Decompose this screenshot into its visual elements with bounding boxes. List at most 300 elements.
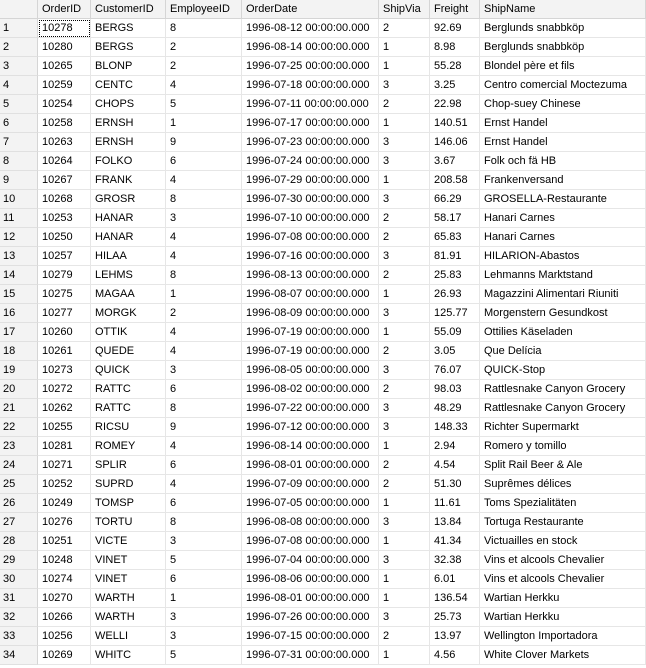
- table-row[interactable]: [0, 228, 646, 247]
- orderid-cell[interactable]: 10257: [38, 247, 91, 266]
- freight-cell[interactable]: 66.29: [430, 190, 480, 209]
- shipvia-cell[interactable]: 3: [379, 304, 430, 323]
- shipname-cell[interactable]: Vins et alcools Chevalier: [480, 551, 646, 570]
- orderid-cell[interactable]: 10264: [38, 152, 91, 171]
- shipname-cell[interactable]: Berglunds snabbköp: [480, 38, 646, 57]
- shipvia-cell[interactable]: 1: [379, 57, 430, 76]
- row-number[interactable]: 11: [0, 209, 38, 228]
- shipname-cell[interactable]: Suprêmes délices: [480, 475, 646, 494]
- table-row[interactable]: [0, 494, 646, 513]
- freight-cell[interactable]: 4.54: [430, 456, 480, 475]
- shipvia-cell[interactable]: 1: [379, 285, 430, 304]
- employeeid-cell[interactable]: 3: [166, 608, 242, 627]
- orderid-cell[interactable]: 10275: [38, 285, 91, 304]
- orderid-cell[interactable]: 10281: [38, 437, 91, 456]
- orderdate-cell[interactable]: 1996-07-26 00:00:00.000: [242, 608, 379, 627]
- shipvia-cell[interactable]: 1: [379, 589, 430, 608]
- table-row[interactable]: [0, 608, 646, 627]
- employeeid-cell[interactable]: 4: [166, 437, 242, 456]
- orderid-cell[interactable]: 10259: [38, 76, 91, 95]
- freight-cell[interactable]: 26.93: [430, 285, 480, 304]
- table-row[interactable]: [0, 399, 646, 418]
- row-number[interactable]: 6: [0, 114, 38, 133]
- employeeid-cell[interactable]: 2: [166, 57, 242, 76]
- customerid-cell[interactable]: CHOPS: [91, 95, 166, 114]
- column-header-orderid[interactable]: OrderID: [38, 0, 91, 19]
- shipvia-cell[interactable]: 2: [379, 228, 430, 247]
- row-number[interactable]: 15: [0, 285, 38, 304]
- employeeid-cell[interactable]: 4: [166, 171, 242, 190]
- employeeid-cell[interactable]: 8: [166, 266, 242, 285]
- employeeid-cell[interactable]: 3: [166, 361, 242, 380]
- shipvia-cell[interactable]: 3: [379, 513, 430, 532]
- shipname-cell[interactable]: Romero y tomillo: [480, 437, 646, 456]
- employeeid-cell[interactable]: 2: [166, 38, 242, 57]
- shipvia-cell[interactable]: 1: [379, 646, 430, 665]
- table-row[interactable]: [0, 475, 646, 494]
- orderid-cell[interactable]: 10254: [38, 95, 91, 114]
- customerid-cell[interactable]: SUPRD: [91, 475, 166, 494]
- customerid-cell[interactable]: LEHMS: [91, 266, 166, 285]
- customerid-cell[interactable]: TORTU: [91, 513, 166, 532]
- orderdate-cell[interactable]: 1996-08-06 00:00:00.000: [242, 570, 379, 589]
- customerid-cell[interactable]: RATTC: [91, 380, 166, 399]
- column-header-orderdate[interactable]: OrderDate: [242, 0, 379, 19]
- orderdate-cell[interactable]: 1996-08-05 00:00:00.000: [242, 361, 379, 380]
- customerid-cell[interactable]: QUEDE: [91, 342, 166, 361]
- orderid-cell[interactable]: 10258: [38, 114, 91, 133]
- employeeid-cell[interactable]: 3: [166, 209, 242, 228]
- orderid-cell[interactable]: 10256: [38, 627, 91, 646]
- shipvia-cell[interactable]: 1: [379, 494, 430, 513]
- shipvia-cell[interactable]: 2: [379, 19, 430, 38]
- orderid-cell[interactable]: 10252: [38, 475, 91, 494]
- row-number[interactable]: 19: [0, 361, 38, 380]
- shipname-cell[interactable]: Frankenversand: [480, 171, 646, 190]
- table-row[interactable]: [0, 209, 646, 228]
- column-header-shipvia[interactable]: ShipVia: [379, 0, 430, 19]
- orderdate-cell[interactable]: 1996-07-29 00:00:00.000: [242, 171, 379, 190]
- customerid-cell[interactable]: WELLI: [91, 627, 166, 646]
- freight-cell[interactable]: 98.03: [430, 380, 480, 399]
- row-number[interactable]: 20: [0, 380, 38, 399]
- customerid-cell[interactable]: BERGS: [91, 38, 166, 57]
- shipvia-cell[interactable]: 3: [379, 361, 430, 380]
- shipname-cell[interactable]: Tortuga Restaurante: [480, 513, 646, 532]
- employeeid-cell[interactable]: 1: [166, 589, 242, 608]
- customerid-cell[interactable]: ERNSH: [91, 133, 166, 152]
- row-number[interactable]: 17: [0, 323, 38, 342]
- employeeid-cell[interactable]: 5: [166, 551, 242, 570]
- orderdate-cell[interactable]: 1996-07-30 00:00:00.000: [242, 190, 379, 209]
- column-header-customerid[interactable]: CustomerID: [91, 0, 166, 19]
- table-row[interactable]: [0, 437, 646, 456]
- table-row[interactable]: [0, 247, 646, 266]
- shipname-cell[interactable]: Magazzini Alimentari Riuniti: [480, 285, 646, 304]
- row-number[interactable]: 28: [0, 532, 38, 551]
- shipname-cell[interactable]: Blondel père et fils: [480, 57, 646, 76]
- employeeid-cell[interactable]: 6: [166, 380, 242, 399]
- employeeid-cell[interactable]: 3: [166, 627, 242, 646]
- employeeid-cell[interactable]: 6: [166, 456, 242, 475]
- table-row[interactable]: [0, 456, 646, 475]
- freight-cell[interactable]: 65.83: [430, 228, 480, 247]
- customerid-cell[interactable]: SPLIR: [91, 456, 166, 475]
- shipvia-cell[interactable]: 2: [379, 627, 430, 646]
- freight-cell[interactable]: 48.29: [430, 399, 480, 418]
- table-row[interactable]: [0, 304, 646, 323]
- freight-cell[interactable]: 25.73: [430, 608, 480, 627]
- customerid-cell[interactable]: HANAR: [91, 228, 166, 247]
- customerid-cell[interactable]: WARTH: [91, 608, 166, 627]
- customerid-cell[interactable]: QUICK: [91, 361, 166, 380]
- shipname-cell[interactable]: Berglunds snabbköp: [480, 19, 646, 38]
- customerid-cell[interactable]: MAGAA: [91, 285, 166, 304]
- shipname-cell[interactable]: QUICK-Stop: [480, 361, 646, 380]
- row-number[interactable]: 5: [0, 95, 38, 114]
- freight-cell[interactable]: 3.25: [430, 76, 480, 95]
- orderdate-cell[interactable]: 1996-07-19 00:00:00.000: [242, 323, 379, 342]
- orderid-cell[interactable]: 10249: [38, 494, 91, 513]
- shipname-cell[interactable]: Rattlesnake Canyon Grocery: [480, 399, 646, 418]
- customerid-cell[interactable]: TOMSP: [91, 494, 166, 513]
- shipvia-cell[interactable]: 3: [379, 608, 430, 627]
- orderid-cell[interactable]: 10276: [38, 513, 91, 532]
- orderdate-cell[interactable]: 1996-07-19 00:00:00.000: [242, 342, 379, 361]
- table-row[interactable]: [0, 95, 646, 114]
- orderid-cell[interactable]: 10268: [38, 190, 91, 209]
- orderdate-cell[interactable]: 1996-07-24 00:00:00.000: [242, 152, 379, 171]
- customerid-cell[interactable]: VICTE: [91, 532, 166, 551]
- orderid-cell[interactable]: 10274: [38, 570, 91, 589]
- table-row[interactable]: [0, 361, 646, 380]
- table-row[interactable]: [0, 152, 646, 171]
- shipname-cell[interactable]: Wartian Herkku: [480, 608, 646, 627]
- orderdate-cell[interactable]: 1996-07-25 00:00:00.000: [242, 57, 379, 76]
- freight-cell[interactable]: 148.33: [430, 418, 480, 437]
- freight-cell[interactable]: 22.98: [430, 95, 480, 114]
- row-number[interactable]: 2: [0, 38, 38, 57]
- orderid-cell[interactable]: 10277: [38, 304, 91, 323]
- freight-cell[interactable]: 13.97: [430, 627, 480, 646]
- orderdate-cell[interactable]: 1996-07-08 00:00:00.000: [242, 532, 379, 551]
- orderdate-cell[interactable]: 1996-08-13 00:00:00.000: [242, 266, 379, 285]
- table-row[interactable]: [0, 57, 646, 76]
- customerid-cell[interactable]: VINET: [91, 570, 166, 589]
- freight-cell[interactable]: 13.84: [430, 513, 480, 532]
- shipname-cell[interactable]: Ernst Handel: [480, 133, 646, 152]
- row-number[interactable]: 12: [0, 228, 38, 247]
- orderid-cell[interactable]: 10260: [38, 323, 91, 342]
- orderdate-cell[interactable]: 1996-08-07 00:00:00.000: [242, 285, 379, 304]
- shipname-cell[interactable]: Ottilies Käseladen: [480, 323, 646, 342]
- freight-cell[interactable]: 81.91: [430, 247, 480, 266]
- orderid-cell[interactable]: 10250: [38, 228, 91, 247]
- shipvia-cell[interactable]: 1: [379, 114, 430, 133]
- shipvia-cell[interactable]: 3: [379, 190, 430, 209]
- employeeid-cell[interactable]: 3: [166, 532, 242, 551]
- orderdate-cell[interactable]: 1996-07-10 00:00:00.000: [242, 209, 379, 228]
- column-header-freight[interactable]: Freight: [430, 0, 480, 19]
- orderdate-cell[interactable]: 1996-08-12 00:00:00.000: [242, 19, 379, 38]
- freight-cell[interactable]: 2.94: [430, 437, 480, 456]
- row-number[interactable]: 21: [0, 399, 38, 418]
- orderdate-cell[interactable]: 1996-07-04 00:00:00.000: [242, 551, 379, 570]
- shipname-cell[interactable]: Wellington Importadora: [480, 627, 646, 646]
- shipvia-cell[interactable]: 3: [379, 551, 430, 570]
- customerid-cell[interactable]: ROMEY: [91, 437, 166, 456]
- shipvia-cell[interactable]: 3: [379, 247, 430, 266]
- freight-cell[interactable]: 6.01: [430, 570, 480, 589]
- table-row[interactable]: [0, 266, 646, 285]
- row-number[interactable]: 24: [0, 456, 38, 475]
- orderdate-cell[interactable]: 1996-07-16 00:00:00.000: [242, 247, 379, 266]
- row-number[interactable]: 14: [0, 266, 38, 285]
- orderdate-cell[interactable]: 1996-08-08 00:00:00.000: [242, 513, 379, 532]
- shipvia-cell[interactable]: 3: [379, 418, 430, 437]
- freight-cell[interactable]: 8.98: [430, 38, 480, 57]
- employeeid-cell[interactable]: 8: [166, 19, 242, 38]
- orderid-cell[interactable]: 10271: [38, 456, 91, 475]
- employeeid-cell[interactable]: 4: [166, 342, 242, 361]
- shipname-cell[interactable]: Que Delícia: [480, 342, 646, 361]
- orderid-cell[interactable]: 10273: [38, 361, 91, 380]
- orderdate-cell[interactable]: 1996-07-31 00:00:00.000: [242, 646, 379, 665]
- customerid-cell[interactable]: GROSR: [91, 190, 166, 209]
- orderid-cell[interactable]: 10280: [38, 38, 91, 57]
- orderdate-cell[interactable]: 1996-08-02 00:00:00.000: [242, 380, 379, 399]
- customerid-cell[interactable]: RICSU: [91, 418, 166, 437]
- table-row[interactable]: [0, 114, 646, 133]
- customerid-cell[interactable]: VINET: [91, 551, 166, 570]
- employeeid-cell[interactable]: 4: [166, 323, 242, 342]
- employeeid-cell[interactable]: 9: [166, 418, 242, 437]
- table-row[interactable]: [0, 38, 646, 57]
- orderid-cell[interactable]: 10253: [38, 209, 91, 228]
- shipname-cell[interactable]: Lehmanns Marktstand: [480, 266, 646, 285]
- shipvia-cell[interactable]: 2: [379, 266, 430, 285]
- orderdate-cell[interactable]: 1996-07-11 00:00:00.000: [242, 95, 379, 114]
- column-header-shipname[interactable]: ShipName: [480, 0, 646, 19]
- shipvia-cell[interactable]: 2: [379, 209, 430, 228]
- employeeid-cell[interactable]: 4: [166, 475, 242, 494]
- shipname-cell[interactable]: Richter Supermarkt: [480, 418, 646, 437]
- shipname-cell[interactable]: Morgenstern Gesundkost: [480, 304, 646, 323]
- employeeid-cell[interactable]: 1: [166, 114, 242, 133]
- freight-cell[interactable]: 25.83: [430, 266, 480, 285]
- table-row[interactable]: [0, 190, 646, 209]
- customerid-cell[interactable]: HANAR: [91, 209, 166, 228]
- shipvia-cell[interactable]: 3: [379, 399, 430, 418]
- shipname-cell[interactable]: GROSELLA-Restaurante: [480, 190, 646, 209]
- employeeid-cell[interactable]: 4: [166, 247, 242, 266]
- row-number[interactable]: 9: [0, 171, 38, 190]
- row-number[interactable]: 16: [0, 304, 38, 323]
- orderid-cell[interactable]: 10267: [38, 171, 91, 190]
- shipvia-cell[interactable]: 1: [379, 532, 430, 551]
- customerid-cell[interactable]: BLONP: [91, 57, 166, 76]
- shipname-cell[interactable]: Wartian Herkku: [480, 589, 646, 608]
- shipvia-cell[interactable]: 3: [379, 133, 430, 152]
- shipvia-cell[interactable]: 2: [379, 342, 430, 361]
- grid-corner[interactable]: [0, 0, 38, 19]
- orderdate-cell[interactable]: 1996-07-05 00:00:00.000: [242, 494, 379, 513]
- freight-cell[interactable]: 32.38: [430, 551, 480, 570]
- table-row[interactable]: [0, 513, 646, 532]
- row-number[interactable]: 29: [0, 551, 38, 570]
- shipvia-cell[interactable]: 1: [379, 171, 430, 190]
- shipname-cell[interactable]: Victuailles en stock: [480, 532, 646, 551]
- shipname-cell[interactable]: HILARION-Abastos: [480, 247, 646, 266]
- row-number[interactable]: 26: [0, 494, 38, 513]
- freight-cell[interactable]: 41.34: [430, 532, 480, 551]
- freight-cell[interactable]: 76.07: [430, 361, 480, 380]
- orderdate-cell[interactable]: 1996-08-01 00:00:00.000: [242, 589, 379, 608]
- employeeid-cell[interactable]: 4: [166, 76, 242, 95]
- freight-cell[interactable]: 11.61: [430, 494, 480, 513]
- orderid-cell[interactable]: 10261: [38, 342, 91, 361]
- customerid-cell[interactable]: FRANK: [91, 171, 166, 190]
- customerid-cell[interactable]: RATTC: [91, 399, 166, 418]
- table-row[interactable]: [0, 570, 646, 589]
- shipname-cell[interactable]: Centro comercial Moctezuma: [480, 76, 646, 95]
- orderid-cell[interactable]: 10263: [38, 133, 91, 152]
- table-row[interactable]: [0, 342, 646, 361]
- table-row[interactable]: [0, 19, 646, 38]
- freight-cell[interactable]: 140.51: [430, 114, 480, 133]
- shipvia-cell[interactable]: 2: [379, 475, 430, 494]
- shipname-cell[interactable]: Rattlesnake Canyon Grocery: [480, 380, 646, 399]
- employeeid-cell[interactable]: 6: [166, 152, 242, 171]
- orderid-cell[interactable]: 10262: [38, 399, 91, 418]
- employeeid-cell[interactable]: 5: [166, 646, 242, 665]
- row-number[interactable]: 22: [0, 418, 38, 437]
- shipname-cell[interactable]: Hanari Carnes: [480, 228, 646, 247]
- shipvia-cell[interactable]: 2: [379, 95, 430, 114]
- employeeid-cell[interactable]: 5: [166, 95, 242, 114]
- shipname-cell[interactable]: White Clover Markets: [480, 646, 646, 665]
- freight-cell[interactable]: 58.17: [430, 209, 480, 228]
- freight-cell[interactable]: 55.28: [430, 57, 480, 76]
- orderid-cell[interactable]: 10278: [38, 19, 91, 38]
- shipname-cell[interactable]: Chop-suey Chinese: [480, 95, 646, 114]
- customerid-cell[interactable]: CENTC: [91, 76, 166, 95]
- row-number[interactable]: 18: [0, 342, 38, 361]
- row-number[interactable]: 33: [0, 627, 38, 646]
- orderdate-cell[interactable]: 1996-08-01 00:00:00.000: [242, 456, 379, 475]
- freight-cell[interactable]: 92.69: [430, 19, 480, 38]
- orderid-cell[interactable]: 10248: [38, 551, 91, 570]
- employeeid-cell[interactable]: 8: [166, 190, 242, 209]
- freight-cell[interactable]: 3.67: [430, 152, 480, 171]
- table-row[interactable]: [0, 589, 646, 608]
- row-number[interactable]: 23: [0, 437, 38, 456]
- table-row[interactable]: [0, 418, 646, 437]
- shipname-cell[interactable]: Ernst Handel: [480, 114, 646, 133]
- shipname-cell[interactable]: Hanari Carnes: [480, 209, 646, 228]
- customerid-cell[interactable]: OTTIK: [91, 323, 166, 342]
- table-row[interactable]: [0, 285, 646, 304]
- freight-cell[interactable]: 136.54: [430, 589, 480, 608]
- shipvia-cell[interactable]: 1: [379, 323, 430, 342]
- row-number[interactable]: 4: [0, 76, 38, 95]
- customerid-cell[interactable]: WHITC: [91, 646, 166, 665]
- row-number[interactable]: 7: [0, 133, 38, 152]
- freight-cell[interactable]: 51.30: [430, 475, 480, 494]
- row-number[interactable]: 3: [0, 57, 38, 76]
- orderid-cell[interactable]: 10266: [38, 608, 91, 627]
- orderdate-cell[interactable]: 1996-08-09 00:00:00.000: [242, 304, 379, 323]
- shipvia-cell[interactable]: 1: [379, 437, 430, 456]
- freight-cell[interactable]: 208.58: [430, 171, 480, 190]
- customerid-cell[interactable]: WARTH: [91, 589, 166, 608]
- orderid-cell[interactable]: 10269: [38, 646, 91, 665]
- shipvia-cell[interactable]: 3: [379, 76, 430, 95]
- orderid-cell[interactable]: 10279: [38, 266, 91, 285]
- column-header-employeeid[interactable]: EmployeeID: [166, 0, 242, 19]
- customerid-cell[interactable]: FOLKO: [91, 152, 166, 171]
- employeeid-cell[interactable]: 2: [166, 304, 242, 323]
- employeeid-cell[interactable]: 9: [166, 133, 242, 152]
- shipvia-cell[interactable]: 2: [379, 380, 430, 399]
- table-row[interactable]: [0, 323, 646, 342]
- freight-cell[interactable]: 125.77: [430, 304, 480, 323]
- row-number[interactable]: 30: [0, 570, 38, 589]
- orderdate-cell[interactable]: 1996-08-14 00:00:00.000: [242, 38, 379, 57]
- freight-cell[interactable]: 4.56: [430, 646, 480, 665]
- employeeid-cell[interactable]: 4: [166, 228, 242, 247]
- customerid-cell[interactable]: BERGS: [91, 19, 166, 38]
- shipname-cell[interactable]: Folk och fä HB: [480, 152, 646, 171]
- row-number[interactable]: 31: [0, 589, 38, 608]
- orderdate-cell[interactable]: 1996-07-15 00:00:00.000: [242, 627, 379, 646]
- row-number[interactable]: 10: [0, 190, 38, 209]
- table-row[interactable]: [0, 646, 646, 665]
- customerid-cell[interactable]: ERNSH: [91, 114, 166, 133]
- employeeid-cell[interactable]: 8: [166, 513, 242, 532]
- row-number[interactable]: 27: [0, 513, 38, 532]
- orderdate-cell[interactable]: 1996-07-08 00:00:00.000: [242, 228, 379, 247]
- table-row[interactable]: [0, 133, 646, 152]
- table-row[interactable]: [0, 76, 646, 95]
- orderid-cell[interactable]: 10265: [38, 57, 91, 76]
- orderdate-cell[interactable]: 1996-07-12 00:00:00.000: [242, 418, 379, 437]
- freight-cell[interactable]: 146.06: [430, 133, 480, 152]
- employeeid-cell[interactable]: 6: [166, 494, 242, 513]
- employeeid-cell[interactable]: 6: [166, 570, 242, 589]
- orderid-cell[interactable]: 10255: [38, 418, 91, 437]
- row-number[interactable]: 34: [0, 646, 38, 665]
- orderdate-cell[interactable]: 1996-07-18 00:00:00.000: [242, 76, 379, 95]
- row-number[interactable]: 1: [0, 19, 38, 38]
- orderid-cell[interactable]: 10251: [38, 532, 91, 551]
- row-number[interactable]: 8: [0, 152, 38, 171]
- customerid-cell[interactable]: HILAA: [91, 247, 166, 266]
- orderid-cell[interactable]: 10272: [38, 380, 91, 399]
- shipvia-cell[interactable]: 3: [379, 152, 430, 171]
- freight-cell[interactable]: 55.09: [430, 323, 480, 342]
- shipname-cell[interactable]: Vins et alcools Chevalier: [480, 570, 646, 589]
- row-number[interactable]: 13: [0, 247, 38, 266]
- table-row[interactable]: [0, 551, 646, 570]
- orderdate-cell[interactable]: 1996-07-22 00:00:00.000: [242, 399, 379, 418]
- table-row[interactable]: [0, 380, 646, 399]
- orderdate-cell[interactable]: 1996-07-17 00:00:00.000: [242, 114, 379, 133]
- shipvia-cell[interactable]: 2: [379, 456, 430, 475]
- orderdate-cell[interactable]: 1996-08-14 00:00:00.000: [242, 437, 379, 456]
- shipname-cell[interactable]: Toms Spezialitäten: [480, 494, 646, 513]
- employeeid-cell[interactable]: 8: [166, 399, 242, 418]
